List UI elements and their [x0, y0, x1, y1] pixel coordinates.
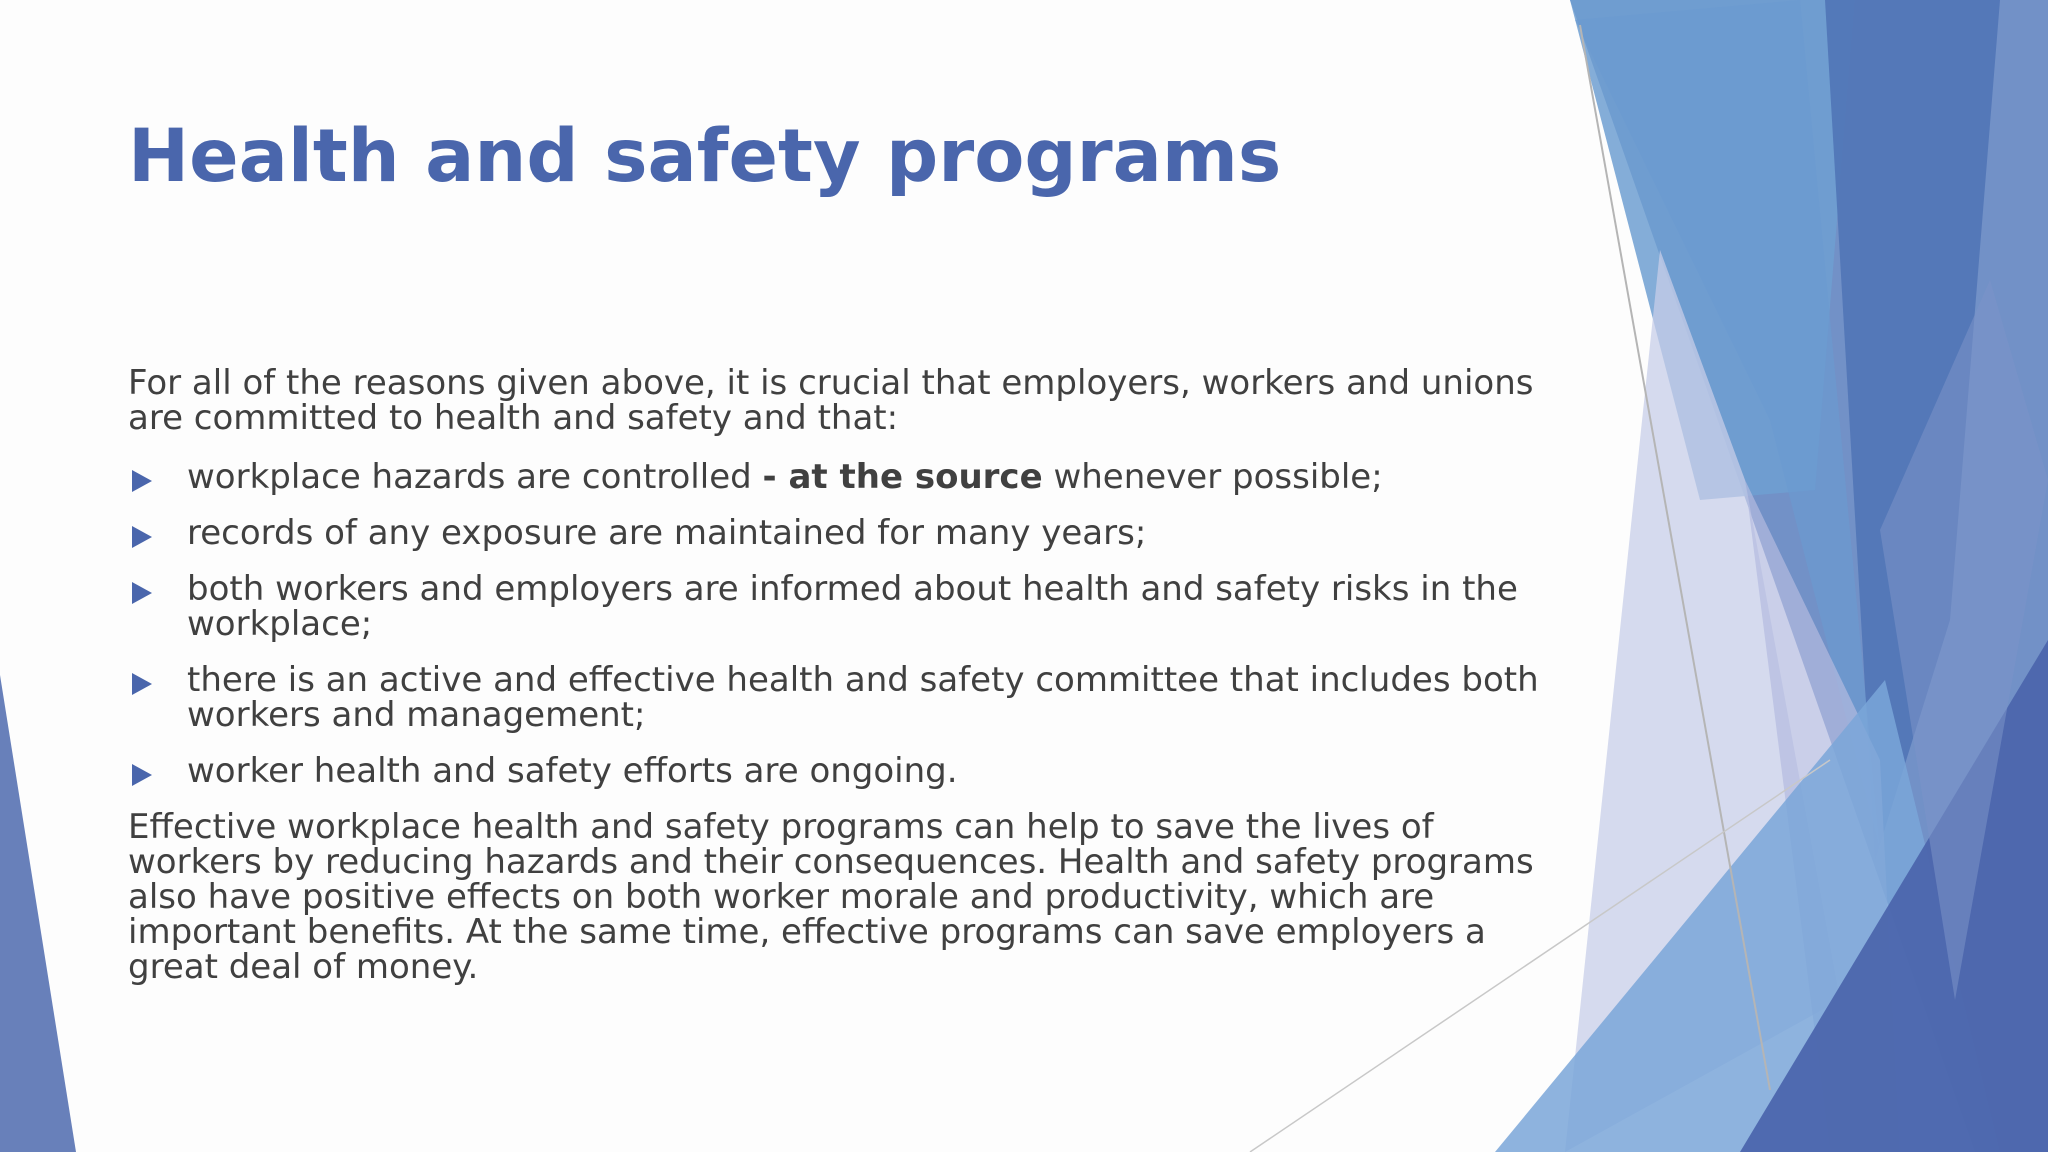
left-facet [0, 675, 76, 1152]
bullet-list [128, 457, 1568, 791]
bullet-item [128, 660, 1568, 735]
bullet-arrow-icon [132, 673, 152, 695]
slide-body [128, 363, 1568, 987]
bullet-item [128, 513, 1568, 553]
slide-title: Health and safety programs [128, 114, 1282, 199]
bullet-text-end: whenever possible; [1042, 457, 1383, 497]
bullet-text: both workers and employers are informed about health and safety risks in the workplace; [187, 569, 1518, 644]
bullet-arrow-icon [132, 764, 152, 786]
bullet-item [128, 457, 1568, 497]
bullet-text: worker health and safety efforts are ongoing. [187, 751, 958, 791]
bullet-arrow-icon [132, 526, 152, 548]
intro-paragraph: For all of the reasons given above, it is crucial that employers, workers and unions are committed to health and safety and that: [128, 363, 1534, 438]
bullet-text-start: workplace hazards are controlled [187, 457, 763, 497]
bullet-text-emphasis: - at the source [762, 457, 1043, 497]
closing-paragraph: Effective workplace health and safety programs can help to save the lives of workers by reducing hazards and their consequences. Health and safety programs also have positive effects on both worker morale and productivity, which are important benefits. At the same time, effective programs can save employers a great deal of money. [128, 807, 1534, 987]
bullet-text: there is an active and effective health and safety committee that includes both workers and management; [187, 660, 1539, 735]
bullet-text: records of any exposure are maintained for many years; [187, 513, 1147, 553]
bullet-item [128, 751, 1568, 791]
bullet-arrow-icon [132, 582, 152, 604]
bullet-arrow-icon [132, 470, 152, 492]
bullet-item [128, 569, 1568, 644]
